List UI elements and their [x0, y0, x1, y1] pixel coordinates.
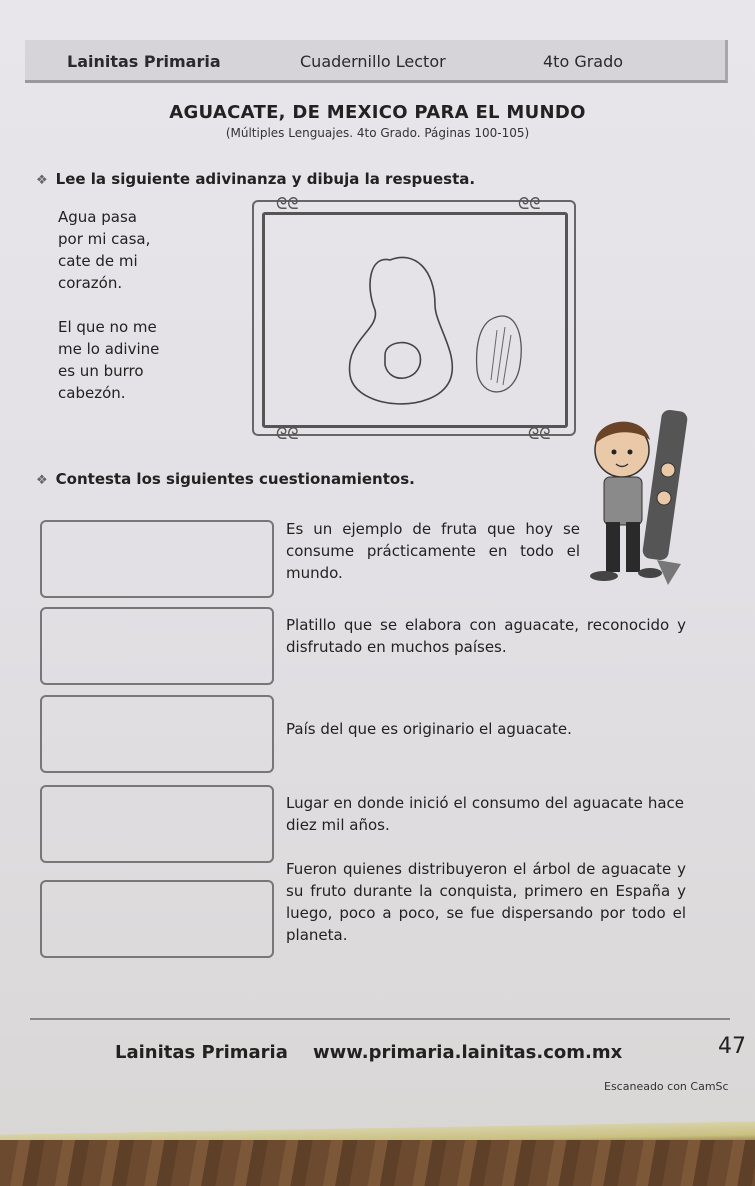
riddle-line: por mi casa, [58, 230, 151, 248]
riddle-line: corazón. [58, 274, 123, 292]
instruction-riddle [36, 170, 475, 188]
riddle-stanza-2 [58, 316, 159, 404]
riddle-line: es un burro [58, 362, 144, 380]
avocado-drawing [265, 215, 560, 420]
footer-divider [30, 1018, 730, 1020]
page-number: 47 [718, 1034, 746, 1059]
riddle-line: cabezón. [58, 384, 126, 402]
instruction-questions [36, 470, 415, 488]
question-2: Platillo que se elabora con aguacate, reconocido y disfrutado en muchos países. [286, 616, 686, 656]
diamond-bullet-icon: ❖ [36, 173, 48, 188]
question-5: Fueron quienes distribuyeron el árbol de aguacate y su fruto durante la conquista, primero en España y luego, poco a poco, se fue dispersando por todo el planeta. [286, 860, 686, 944]
header-grade: 4to Grado [543, 52, 624, 71]
diamond-bullet-icon: ❖ [36, 473, 48, 488]
frame-swirl-icon: ᘓᘓ [276, 424, 299, 443]
frame-swirl-icon: ᘓᘓ [276, 194, 299, 213]
page-subtitle: (Múltiples Lenguajes. 4to Grado. Páginas 100-105) [225, 126, 530, 140]
header-booklet: Cuadernillo Lector [300, 52, 446, 71]
instruction-questions-text: Contesta los siguientes cuestionamientos. [55, 470, 415, 488]
riddle-line: El que no me [58, 318, 157, 336]
scanner-watermark: Escaneado con CamSc [604, 1080, 729, 1093]
footer-url[interactable]: www.primaria.lainitas.com.mx [313, 1042, 623, 1063]
boy-with-pencil-illustration [582, 400, 702, 590]
answer-box-3[interactable] [40, 695, 274, 773]
riddle-line: cate de mi [58, 252, 138, 270]
answer-box-2[interactable] [40, 607, 274, 685]
frame-swirl-icon: ᘓᘓ [518, 194, 541, 213]
riddle-stanza-1 [58, 206, 150, 294]
wooden-table-background [0, 1140, 755, 1186]
question-1: Es un ejemplo de fruta que hoy se consume prácticamente en todo el mundo. [286, 520, 580, 582]
page-title: AGUACATE, DE MEXICO PARA EL MUNDO [169, 102, 586, 123]
question-4: Lugar en donde inició el consumo del aguacate hace diez mil años. [286, 794, 684, 834]
header-school: Lainitas Primaria [67, 52, 221, 71]
answer-box-4[interactable] [40, 785, 274, 863]
answer-box-1[interactable] [40, 520, 274, 598]
riddle-line: me lo adivine [58, 340, 160, 358]
question-3: País del que es originario el aguacate. [286, 720, 572, 738]
frame-swirl-icon: ᘓᘓ [528, 424, 551, 443]
instruction-riddle-text: Lee la siguiente adivinanza y dibuja la respuesta. [55, 170, 476, 188]
riddle-line: Agua pasa [58, 208, 137, 226]
footer-school: Lainitas Primaria [115, 1042, 288, 1063]
answer-box-5[interactable] [40, 880, 274, 958]
